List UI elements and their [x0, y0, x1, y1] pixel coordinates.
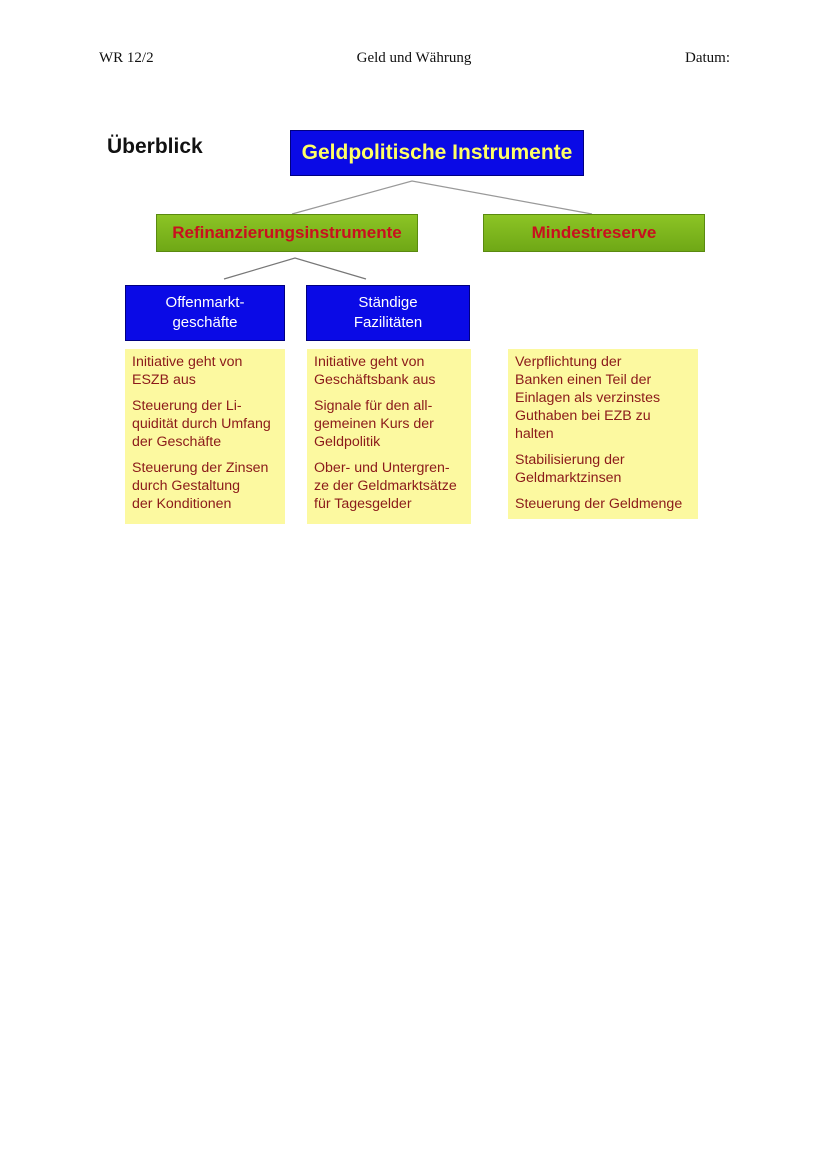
header-title: Geld und Währung: [356, 50, 472, 66]
mindestreserve-node: Mindestreserve: [483, 214, 705, 252]
connector-root: [292, 181, 592, 214]
offenmarkt-line: geschäfte: [172, 314, 238, 331]
mindestreserve-description: [508, 349, 698, 519]
header-course: WR 12/2: [99, 50, 154, 66]
offenmarkt-node: [125, 285, 285, 341]
point: Steuerung der Zinsen durch Gestaltung der Konditionen: [132, 460, 269, 512]
staendige-line: Fazilitäten: [353, 314, 423, 331]
connector-refi: [224, 258, 366, 279]
point: Stabilisierung der Geldmarktzinsen: [515, 452, 625, 486]
point: Verpflichtung der Banken einen Teil der Einlagen als verzinstes Guthaben bei EZB zu halten: [515, 354, 661, 442]
offenmarkt-description: [125, 349, 285, 524]
refinanzierung-node: Refinanzierungsinstrumente: [156, 214, 418, 252]
point: Steuerung der Geldmenge: [515, 496, 683, 512]
point: Initiative geht von ESZB aus: [132, 354, 243, 388]
staendige-description: [307, 349, 471, 524]
point: Steuerung der Li- quidität durch Umfang der Geschäfte: [132, 398, 271, 450]
staendige-line: Ständige: [358, 294, 418, 311]
offenmarkt-line: Offenmarkt-: [165, 294, 245, 311]
header-date-label: Datum:: [685, 50, 730, 66]
point: Signale für den all- gemeinen Kurs der Geldpolitik: [314, 398, 434, 450]
overview-heading: Überblick: [107, 135, 203, 158]
root-node: Geldpolitische Instrumente: [290, 130, 584, 176]
staendige-node: [306, 285, 470, 341]
point: Initiative geht von Geschäftsbank aus: [314, 354, 436, 388]
point: Ober- und Untergren- ze der Geldmarktsätze für Tagesgelder: [314, 460, 457, 512]
